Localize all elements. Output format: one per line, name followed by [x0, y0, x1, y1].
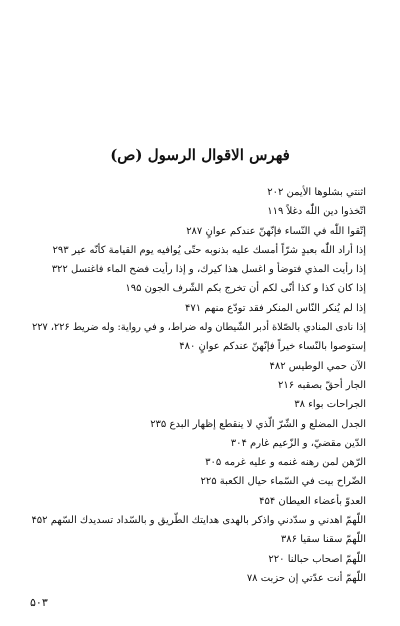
page-title: فهرس الاقوال الرسول (ص) — [110, 146, 290, 164]
list-item: العدوّ بأعضاء العيطان ۴۵۴ — [259, 495, 366, 507]
list-item: الآن حمي الوطيس ۴۸۲ — [269, 360, 366, 372]
list-item: اللّهمّ سقنا سقيا ۳۸۶ — [280, 534, 366, 546]
page-number: ۵۰۳ — [30, 596, 48, 609]
list-item: الجدل المضلع و الشّرّ الّذي لا ينقطع إظهار البدع ۲۳۵ — [150, 418, 366, 430]
list-item: الجراحات بواء ۳۸ — [294, 399, 366, 411]
list-item: إذا رأيت المذي فتوضأ و اغسل هذا كيرك، و إذا رأيت فضح الماء فاغتسل ۳۲۲ — [51, 264, 366, 276]
list-item: الضّراح بيت في السّماء حيال الكعبة ۲۲۵ — [200, 476, 366, 488]
list-item: الجار أحقّ بصقبه ۲۱۶ — [277, 379, 366, 391]
entries-list — [30, 183, 366, 588]
list-item: إذا كان كذا و كذا أنّى لكم أن تخرج بكم الشّرف الجون ۱۹۵ — [125, 283, 366, 295]
list-item: إذا أراد اللّٰه بعبدٍ شرّاً أمسك عليه بذنوبه حتّى يُوافيه يوم القيامة كأنّه عير ۲۹۳ — [52, 244, 366, 256]
list-item: اللّهمّ أنت عدّتي إن حزبت ۷۸ — [246, 572, 366, 584]
list-item: إذا لم يُنكر النّاس المنكر فقد تودّع منهم ۴۷۱ — [185, 302, 366, 314]
list-item: إذا نادى المنادي بالصّلاة أدبر الشّيطان وله ضراط، و في رواية: وله ضريط ۲۲۶، ۲۲۷ — [31, 322, 366, 334]
list-item: الدّين مقضيّ، و الزّعيم غارم ۳۰۴ — [230, 437, 366, 449]
list-item: اللّهمّ اصحاب حبالنا ۲۲۰ — [268, 553, 366, 565]
list-item: اتّخذوا دين اللّٰه دغلاً ۱۱۹ — [267, 206, 366, 218]
list-item: إستوصوا بالنّساء خيراً فإنّهنّ عندكم عوانٍ ۴۸۰ — [179, 341, 366, 353]
list-item: اثنتي بشلوها الأيمن ۲۰۲ — [267, 187, 366, 198]
list-item: الرّهن لمن رهنه غنمه و عليه غرمه ۳۰۵ — [205, 457, 366, 469]
list-item: اللّهمّ اهدني و سدّدني واذكر بالهدى هدايتك الطّريق و بالسّداد تسديدك السّهم ۴۵۲ — [31, 515, 366, 527]
list-item: إتّقوا اللّٰه في النّساء فإنّهنّ عندكم عوانٍ ۲۸۷ — [186, 225, 366, 237]
